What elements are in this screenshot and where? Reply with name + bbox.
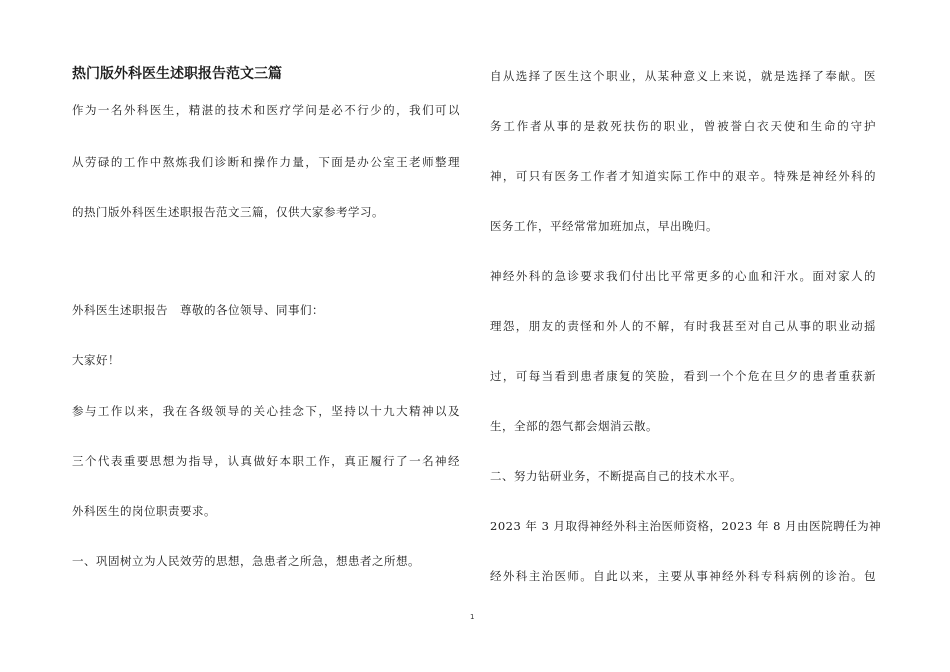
paragraph-line: 经外科主治医师。自此以来，主要从事神经外科专科病例的诊治。包 xyxy=(490,569,876,583)
paragraph-line: 二、努力钻研业务，不断提高自己的技术水平。 xyxy=(490,469,742,483)
paragraph-line: 的热门版外科医生述职报告范文三篇，仅供大家参考学习。 xyxy=(72,205,384,219)
paragraph-line: 作为一名外科医生，精湛的技术和医疗学问是必不行少的，我们可以 xyxy=(72,103,460,117)
paragraph-line: 神，可只有医务工作者才知道实际工作中的艰辛。特殊是神经外科的 xyxy=(490,169,876,183)
paragraph-line: 过，可每当看到患者康复的笑脸，看到一个个危在旦夕的患者重获新 xyxy=(490,369,876,383)
paragraph-line: 外科医生述职报告 尊敬的各位领导、同事们： xyxy=(72,303,324,317)
paragraph-line: 从劳碌的工作中熬炼我们诊断和操作力量，下面是办公室王老师整理 xyxy=(72,155,460,169)
paragraph-line: 一、巩固树立为人民效劳的思想，急患者之所急，想患者之所想。 xyxy=(72,554,420,568)
paragraph-line: 参与工作以来，我在各级领导的关心挂念下，坚持以十九大精神以及 xyxy=(72,404,460,418)
paragraph-line: 大家好！ xyxy=(72,353,120,367)
paragraph-line: 务工作者从事的是救死扶伤的职业，曾被誉白衣天使和生命的守护 xyxy=(490,119,876,133)
document-title: 热门版外科医生述职报告范文三篇 xyxy=(72,66,282,82)
paragraph-line: 外科医生的岗位职责要求。 xyxy=(72,504,216,518)
paragraph-line: 医务工作，平经常常加班加点，早出晚归。 xyxy=(490,219,718,233)
paragraph-line: 2023 年 3 月取得神经外科主治医师资格，2023 年 8 月由医院聘任为神 xyxy=(490,519,882,533)
page-number: 1 xyxy=(470,613,475,621)
paragraph-line: 生，全部的怨气都会烟消云散。 xyxy=(490,419,658,433)
paragraph-line: 神经外科的急诊要求我们付出比平常更多的心血和汗水。面对家人的 xyxy=(490,269,876,283)
paragraph-line: 自从选择了医生这个职业，从某种意义上来说，就是选择了奉献。医 xyxy=(490,69,876,83)
paragraph-line: 理怨，朋友的责怪和外人的不解，有时我甚至对自己从事的职业动摇 xyxy=(490,319,876,333)
paragraph-line: 三个代表重要思想为指导，认真做好本职工作，真正履行了一名神经 xyxy=(72,454,460,468)
